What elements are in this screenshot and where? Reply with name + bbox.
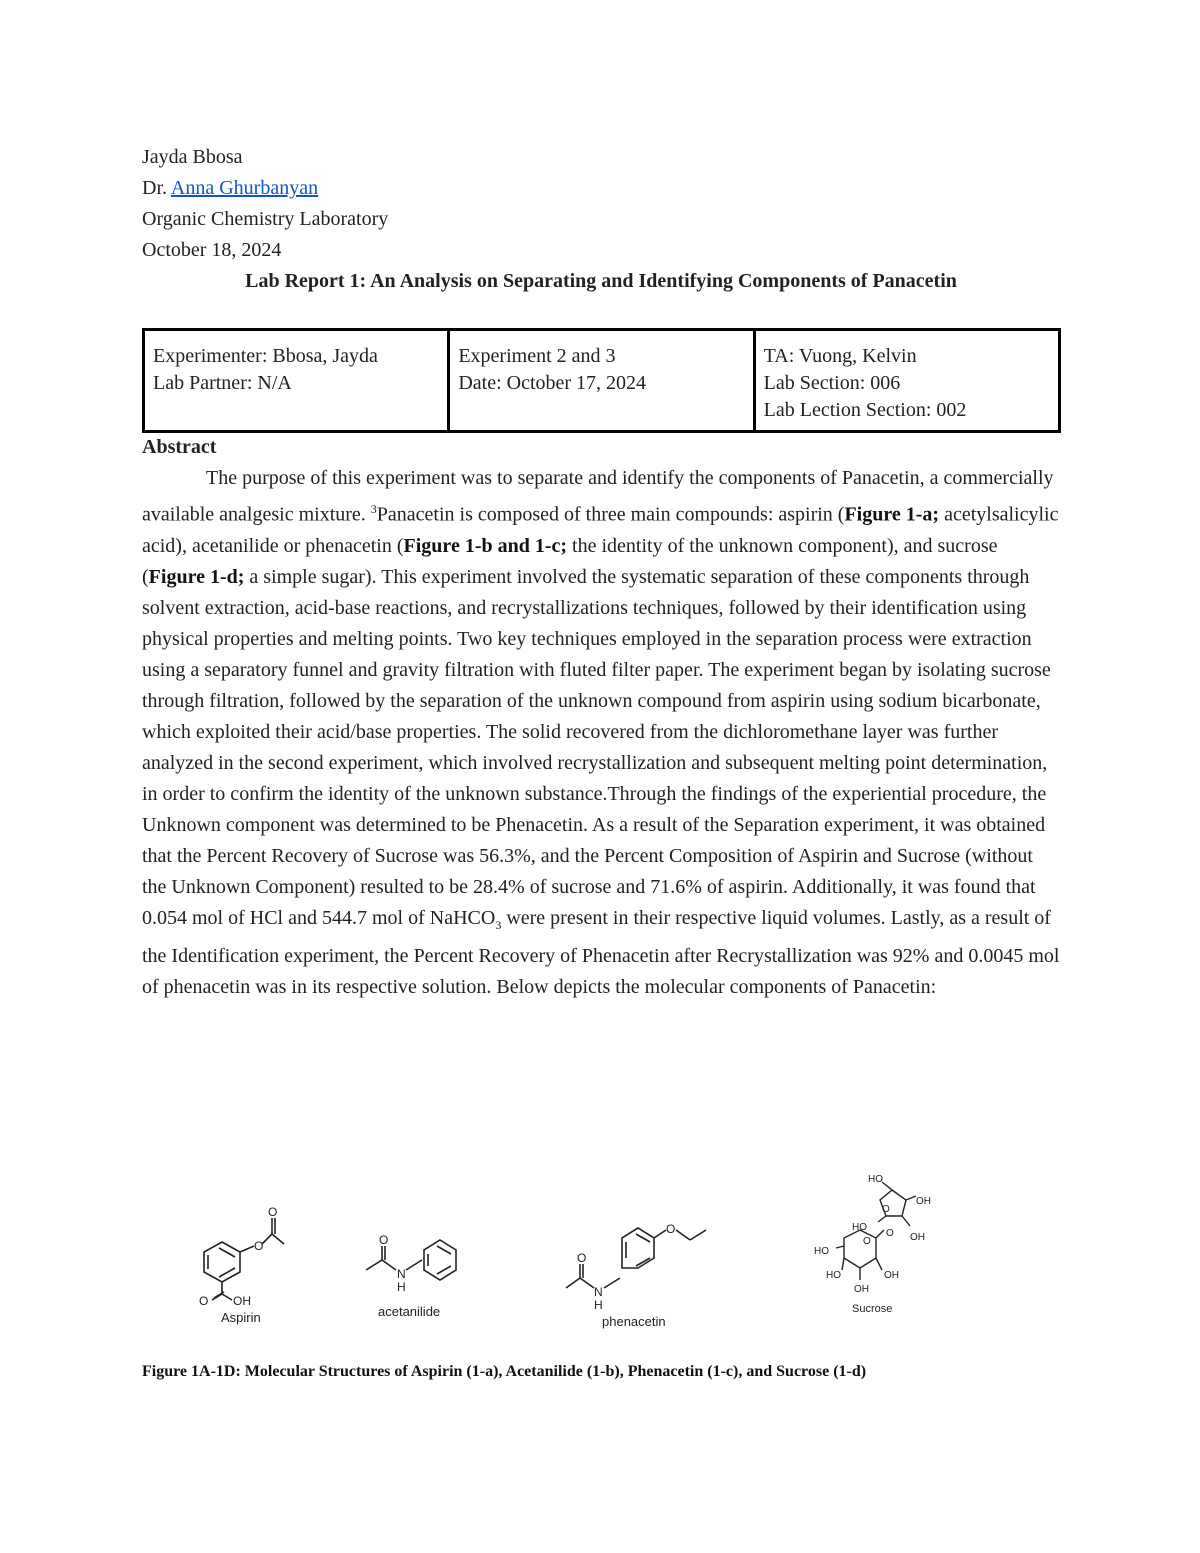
sucrose-oh-1: OH: [916, 1196, 931, 1207]
abstract-text: were present in their respective liquid volumes. Lastly, as a result of the Identification experiment, the Percent Recovery of Phenacetin after Recrystallization was 92% and 0.0045 mol of phenacetin was in its respective solution. Below depicts the molecular components of Panacetin:: [142, 906, 1060, 998]
aspirin-structure: [204, 1218, 284, 1300]
figure-ref-1bc: Figure 1-b and 1-c;: [403, 534, 568, 557]
experimenter: Experimenter: Bbosa, Jayda: [153, 345, 378, 367]
phenacetin-hydrogen: H: [594, 1298, 603, 1312]
acetanilide-oxygen: O: [379, 1233, 389, 1247]
instructor-name-link[interactable]: Anna Ghurbanyan: [170, 177, 319, 199]
abstract-text: a simple sugar). This experiment involved the systematic separation of these components through solvent extraction, acid-base reactions, and recrystallizations techniques, followed by their identification using physical properties and melting points. Two key techniques employed in the separation process were extraction using a separatory funnel and gravity filtration with fluted filter paper. The experiment began by isolating sucrose through filtration, followed by the separation of the unknown compound from aspirin using sodium bicarbonate, which exploited their acid/base properties. The solid recovered from the dichloromethane layer was further analyzed in the second experiment, which involved recrystallization and subsequent melting point determination, in order to confirm the identity of the unknown substance.Through the findings of the experiential procedure, the Unknown component was determined to be Phenacetin. As a result of the Separation experiment, it was obtained that the Percent Recovery of Sucrose was 56.3%, and the Percent Composition of Aspirin and Sucrose (without the Unknown Component) resulted to be 28.4% of sucrose and 71.6% of aspirin. Additionally, it was found that 0.054 mol of HCl and 544.7 mol of NaHCO: [142, 565, 1051, 929]
acetanilide-hydrogen: H: [397, 1280, 406, 1294]
aspirin-acid-oxygen: O: [199, 1294, 209, 1308]
citation-superscript: 3: [370, 502, 377, 516]
sucrose-oh-3: OH: [884, 1270, 899, 1281]
sucrose-ho-1: HO: [868, 1174, 883, 1185]
sucrose-ring-oxygen-1: O: [882, 1204, 890, 1215]
aspirin-hydroxyl: OH: [233, 1294, 251, 1308]
info-cell-experiment: [449, 330, 754, 432]
info-table-row: [144, 330, 1060, 432]
ta-name: TA: Vuong, Kelvin: [763, 345, 917, 367]
info-table: [142, 328, 1061, 433]
sucrose-atom-labels: [814, 1174, 931, 1315]
sucrose-oh-4: OH: [854, 1284, 869, 1295]
phenacetin-atom-labels: [577, 1222, 675, 1329]
aspirin-ester-oxygen: O: [254, 1239, 264, 1253]
abstract-text: Panacetin is composed of three main compounds: aspirin (: [376, 503, 845, 526]
sucrose-ho-4: HO: [826, 1270, 841, 1281]
sucrose-label: Sucrose: [852, 1303, 893, 1315]
report-title: Lab Report 1: An Analysis on Separating and Identifying Components of Panacetin: [245, 270, 957, 292]
lecture-section: Lab Lection Section: 002: [763, 399, 967, 421]
sucrose-ring-oxygen-2: O: [863, 1236, 871, 1247]
figure-ref-1a: Figure 1-a;: [844, 503, 940, 526]
sucrose-structure: [836, 1182, 916, 1280]
abstract-text: acetylsalicylic acid), acetanilide or phenacetin (: [142, 503, 1059, 557]
info-cell-experimenter: [144, 330, 449, 432]
figure-ref-1d: Figure 1-d;: [148, 565, 245, 588]
sucrose-ho-2: HO: [852, 1222, 867, 1233]
molecular-structures-figure: [0, 1160, 1200, 1340]
aspirin-atom-labels: [199, 1205, 277, 1325]
formula-subscript: 3: [495, 917, 502, 932]
aspirin-label: Aspirin: [221, 1310, 261, 1325]
sucrose-oh-2: OH: [910, 1232, 925, 1243]
phenacetin-label: phenacetin: [602, 1314, 666, 1329]
lab-partner: Lab Partner: N/A: [153, 372, 292, 394]
abstract-text: The purpose of this experiment was to separate and identify the components of Panacetin, a commercially available analgesic mixture.: [142, 467, 1054, 526]
instructor-prefix: Dr.: [142, 177, 171, 199]
abstract-body: [142, 463, 1062, 1003]
report-date: October 18, 2024: [142, 239, 282, 261]
figure-caption: Figure 1A-1D: Molecular Structures of Aspirin (1-a), Acetanilide (1-b), Phenacetin (1-c), and Sucrose (1-d): [142, 1363, 867, 1380]
info-cell-ta: [754, 330, 1059, 432]
abstract-paragraph: [142, 463, 1062, 1003]
sucrose-ho-3: HO: [814, 1246, 829, 1257]
acetanilide-label: acetanilide: [378, 1304, 441, 1319]
lab-section: Lab Section: 006: [763, 372, 901, 394]
abstract-heading: Abstract: [142, 436, 217, 458]
phenacetin-nitrogen: N: [594, 1285, 603, 1299]
phenacetin-carbonyl-oxygen: O: [577, 1251, 587, 1265]
experiment-number: Experiment 2 and 3: [458, 345, 616, 367]
author-name: Jayda Bbosa: [142, 146, 243, 168]
aspirin-carbonyl-oxygen: O: [268, 1205, 278, 1219]
sucrose-glycosidic-oxygen: O: [886, 1228, 894, 1239]
acetanilide-nitrogen: N: [397, 1267, 406, 1281]
instructor-line: [142, 176, 318, 200]
phenacetin-ether-oxygen: O: [666, 1222, 676, 1236]
experiment-date: Date: October 17, 2024: [458, 372, 647, 394]
abstract-text: the identity of the unknown component), and sucrose (: [142, 534, 998, 588]
course-name: Organic Chemistry Laboratory: [142, 208, 389, 230]
phenacetin-structure: [566, 1228, 706, 1288]
